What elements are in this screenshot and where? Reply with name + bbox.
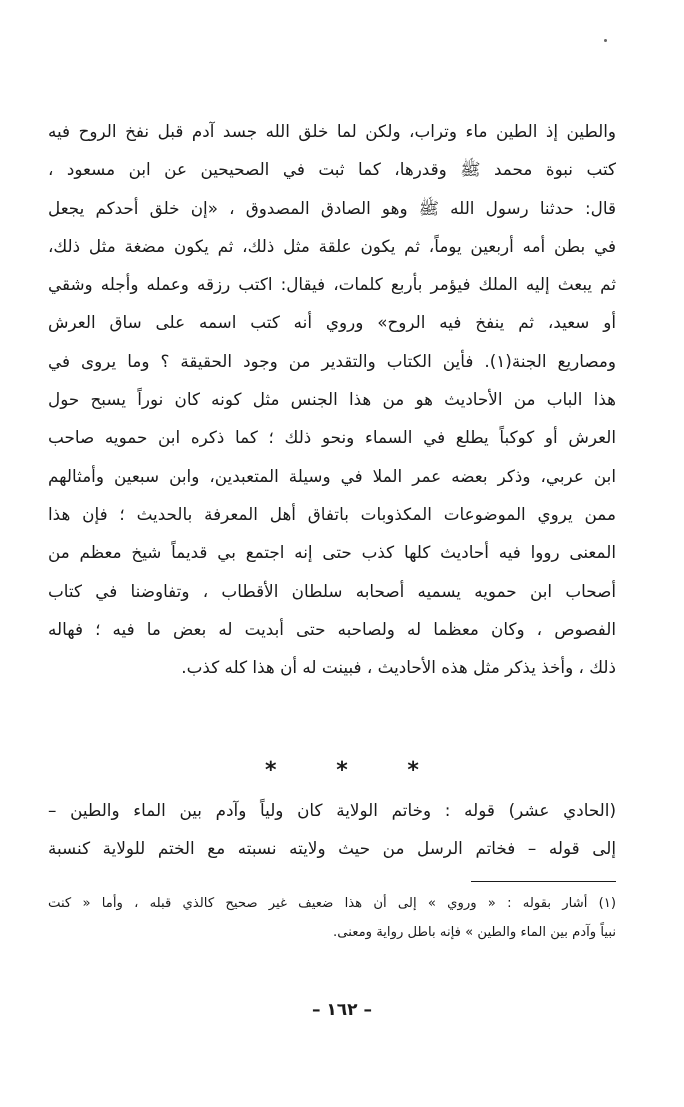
text-line: أو سعيد، ثم ينفخ فيه الروح» وروي أنه كتب اسمه على ساق العرش [48, 312, 616, 333]
text-line: ذلك ، وأخذ يذكر مثل هذه الأحاديث ، فبينت له أن هذا كله كذب. [181, 657, 616, 678]
page-number: – ١٦٢ – [312, 1000, 372, 1020]
text-line: قال: حدثنا رسول الله ﷺ وهو الصادق المصدوق ، «إن خلق أحدكم يجعل [48, 197, 616, 218]
section-separator [0, 752, 684, 790]
text-line: ثم يبعث إليه الملك فيؤمر بأربع كلمات، فيقال: اكتب رزقه وعمله وأجله وشقي [48, 274, 616, 295]
text-line: هذا الباب من الأحاديث هو من هذا الجنس مثل كونه كان نوراً يسبح حول [48, 389, 616, 410]
footnote-divider [471, 881, 616, 882]
separator-star: * [265, 758, 277, 783]
section-eleven-text [48, 791, 616, 868]
text-line: ابن عربي، وذكر بعضه عمر الملا في وسيلة المتعبدين، وابن سبعين وأمثالهم [48, 465, 616, 486]
main-text [48, 112, 616, 686]
text-line: أصحاب ابن حمويه يسميه أصحابه سلطان الأقطاب ، وتفاوضنا في كتاب [48, 580, 616, 601]
separator-star: * [336, 758, 348, 783]
footnote-line: (١) أشار بقوله : « وروي » إلى أن هذا ضعيف غير صحيح كالذي قبله ، وأما « كنت [48, 896, 616, 911]
text-line: العرش أو كوكباً يطلع في السماء ونحو ذلك ؛ كما ذكره ابن حمويه صاحب [48, 427, 616, 448]
text-line: والطين إذ الطين ماء وتراب، ولكن لما خلق الله جسد آدم قبل نفخ الروح فيه [48, 121, 616, 141]
text-line: ومصاريع الجنة(١). فأين الكتاب والتقدير من وجود الحقيقة ؟ وما يروى في [48, 350, 617, 371]
text-line: الفصوص ، وكان معظما له ولصاحبه حتى أبديت له بعض ما فيه ؛ فهاله [48, 618, 616, 639]
page-speck [604, 39, 607, 42]
text-line: ممن يروي الموضوعات المكذوبات باتفاق أهل المعرفة بالحديث ؛ فإن هذا [48, 503, 616, 524]
footnotes [48, 889, 616, 947]
text-line: كتب نبوة محمد ﷺ وقدرها، كما ثبت في الصحيحين عن ابن مسعود ، [48, 159, 616, 180]
text-line: إلى قوله – فخاتم الرسل من حيث ولايته نسبته مع الختم للولاية كنسبة [48, 838, 616, 859]
text-line: (الحادي عشر) قوله : وخاتم الولاية كان ولياً وآدم بين الماء والطين – [48, 800, 616, 820]
text-line: المعنى رووا فيه أحاديث كلها كذب حتى إنه اجتمع بي قديماً شيخ معظم من [48, 542, 616, 563]
footnote-line: نبياً وآدم بين الماء والطين » فإنه باطل رواية ومعنى. [333, 925, 616, 940]
text-line: في بطن أمه أربعين يوماً، ثم يكون علقة مثل ذلك، ثم يكون مضغة مثل ذلك، [48, 235, 616, 256]
separator-star: * [407, 758, 419, 783]
